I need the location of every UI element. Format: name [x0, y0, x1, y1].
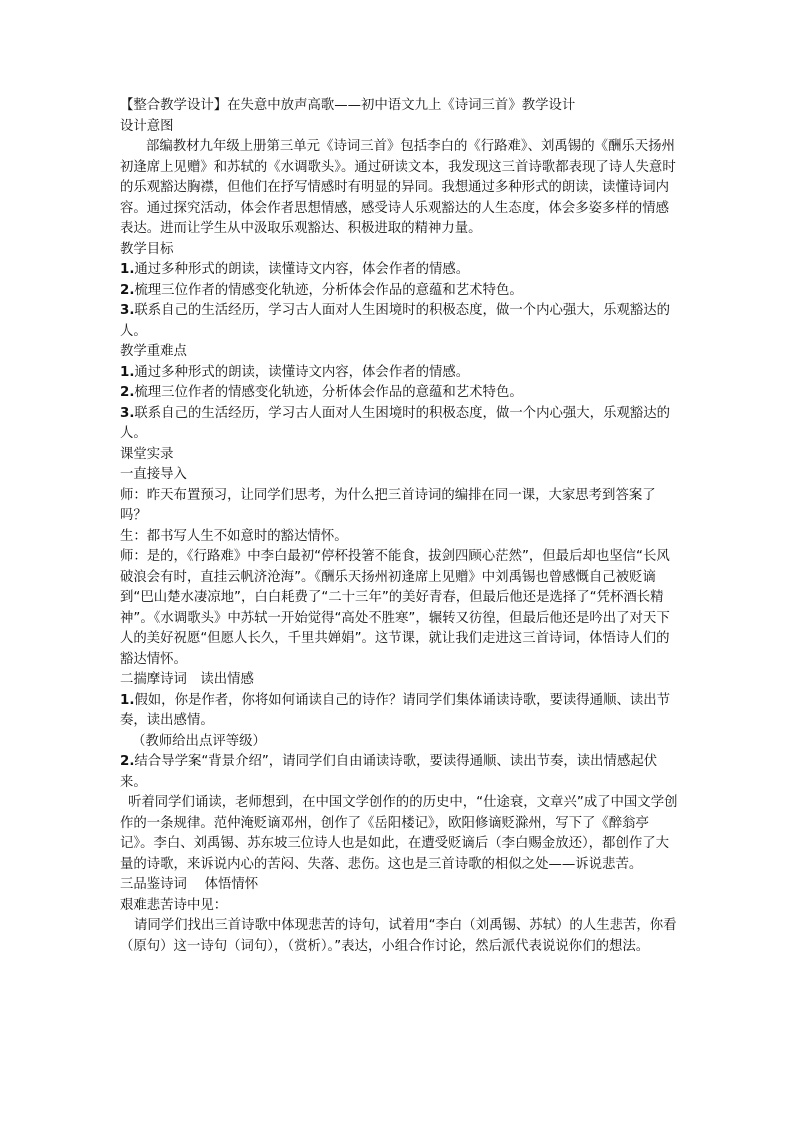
goal-2-text: 梳理三位作者的情感变化轨迹，分析体会作品的意蕴和艺术特色。 [134, 282, 523, 298]
step2-paragraph: 听着同学们诵读，老师想到，在中国文学创作的的历史中，“仕途衰，文章兴”成了中国文学创作的一条规律。范仲淹贬谪邓州，创作了《岳阳楼记》，欧阳修谪贬滁州，写下了《醉翁亭记》。李白、刘禹锡、苏东坡三位诗人也是如此，在遭受贬谪后（李白赐金放还），都创作了大量的诗歌，来诉说内心的苦闷、失落、悲伤。这也是三首诗歌的相似之处——诉说悲苦。 [120, 795, 678, 872]
step2-note: （教师给出点评等级） [132, 733, 266, 749]
key-item-2 [120, 383, 680, 404]
step2-item-2-text: 结合导学案“背景介绍”，请同学们自由诵读诗歌，要读得通顺、读出节奏，读出情感起伏来。 [120, 754, 658, 790]
goal-1-number: 1. [120, 262, 135, 277]
key-item-3 [120, 404, 680, 445]
heading-teaching-goals: 教学目标 [120, 241, 174, 257]
doc-title: 【整合教学设计】在失意中放声高歌——初中语文九上《诗词三首》教学设计 [120, 98, 576, 113]
heading-step-2: 二揣摩诗词 读出情感 [120, 672, 254, 687]
heading-step-1: 一直接导入 [120, 467, 187, 482]
goal-item-2 [120, 281, 680, 302]
paragraph-design-intent: 部编教材九年级上册第三单元《诗词三首》包括李白的《行路难》、刘禹锡的《酬乐天扬州初逢席上见赠》和苏轼的《水调歌头》。通过研读文本，我发现这三首诗歌都表现了诗人失意时的乐观豁达胸襟，但他们在抒写情感时有明显的异同。我想通过多种形式的朗读，读懂诗词内容。通过探究活动，体会作者思想情感，感受诗人乐观豁达的人生态度，体会多姿多样的情感表达。进而让学生从中汲取乐观豁达、积极进取的精神力量。 [120, 139, 676, 236]
goal-3-text: 联系自己的生活经历，学习古人面对人生困境时的积极态度，做一个内心强大，乐观豁达的人。 [120, 303, 671, 339]
step3-paragraph: 请同学们找出三首诗歌中体现悲苦的诗句，试着用“李白（刘禹锡、苏轼）的人生悲苦，你看（原句）这一诗句（词句），（赏析）。”表达，小组合作讨论，然后派代表说说你们的想法。 [120, 918, 677, 954]
key-2-number: 2. [120, 385, 135, 400]
goal-item-1 [120, 260, 680, 281]
dialogue-teacher-1: 师：昨天布置预习，让同学们思考，为什么把三首诗词的编排在同一课，大家思考到答案了吗？ [120, 487, 656, 523]
heading-key-points: 教学重难点 [120, 344, 187, 359]
step2-item-1 [120, 691, 680, 732]
key-3-text: 联系自己的生活经历，学习古人面对人生困境时的积极态度，做一个内心强大，乐观豁达的人。 [120, 405, 671, 441]
step2-item-2 [120, 752, 680, 793]
step2-item-2-number: 2. [120, 754, 135, 769]
document-body [120, 96, 680, 957]
dialogue-teacher-2: 师：是的，《行路难》中李白最初“停杯投箸不能食，拔剑四顾心茫然”，但最后却也坚信“长风破浪会有时，直挂云帆济沧海”。《酬乐天扬州初逢席上见赠》中刘禹锡也曾感慨自己被贬谪到“巴山楚水凄凉地”，白白耗费了“二十三年”的美好青春，但最后他还是选择了“凭杯酒长精神”。《水调歌头》中苏轼一开始觉得“高处不胜寒”，辗转又彷徨，但最后他还是吟出了对天下人的美好祝愿“但愿人长久，千里共婵娟”。这节课，就让我们走进这三首诗词，体悟诗人们的豁达情怀。 [120, 549, 670, 667]
key-3-number: 3. [120, 405, 135, 421]
goal-3-number: 3. [120, 303, 135, 318]
step3-subheading: 艰难悲苦诗中见： [120, 897, 228, 913]
heading-step-3: 三品鉴诗词 体悟情怀 [120, 877, 259, 892]
key-1-text: 通过多种形式的朗读，读懂诗文内容，体会作者的情感。 [134, 364, 470, 380]
key-2-text: 梳理三位作者的情感变化轨迹，分析体会作品的意蕴和艺术特色。 [134, 385, 523, 400]
dialogue-student-1: 生：都书写人生不如意时的豁达情怀。 [120, 528, 348, 544]
goal-item-3 [120, 301, 680, 342]
step2-item-1-number: 1. [120, 692, 135, 708]
heading-design-intent: 设计意图 [120, 118, 174, 134]
key-item-1 [120, 363, 680, 384]
goal-1-text: 通过多种形式的朗读，读懂诗文内容，体会作者的情感。 [134, 262, 470, 277]
heading-classroom-record: 课堂实录 [120, 446, 174, 462]
key-1-number: 1. [120, 364, 135, 380]
goal-2-number: 2. [120, 282, 135, 298]
step2-item-1-text: 假如，你是作者，你将如何诵读自己的诗作？请同学们集体诵读诗歌，要读得通顺、读出节奏，读出感情。 [120, 692, 671, 728]
